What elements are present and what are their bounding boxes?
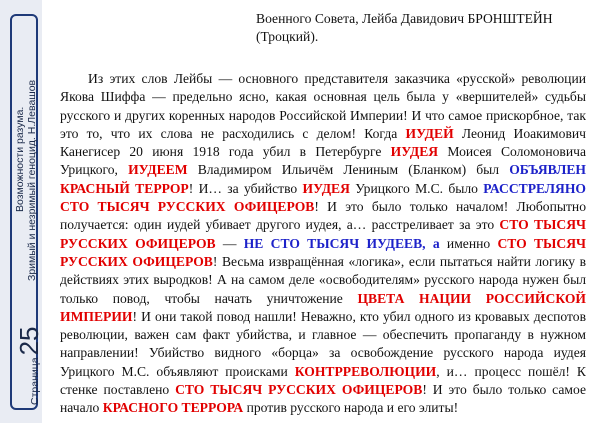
page-label: Страница (29, 357, 41, 405)
page-content (60, 0, 586, 423)
highlight-red: КРАСНЫЙ ТЕРРОР (60, 180, 189, 196)
book-subtitle-line1: Возможности разума. (14, 106, 26, 212)
book-subtitle-line2: Зримый и незримый геноцид. Н.Левашов (26, 79, 38, 281)
text-segment: , и… процесс пошёл! К стенке поставлено (60, 363, 586, 398)
highlight-red: СТО ТЫСЯЧ РУССКИХ ОФИЦЕРОВ (60, 235, 587, 269)
header-line2: (Троцкий). (256, 29, 319, 45)
text-segment: Из этих слов Лейбы — основного представителя заказчика «русской» революции Якова Шиффа — предельно ясно, какая основная цель была у «вершителей» судьбы русского и других коренных народов Российской Империи! И что самое прискорбное, так это то, что их слова не расходились с делом! Когда (60, 71, 586, 141)
highlight-red: СТО ТЫСЯЧ РУССКИХ ОФИЦЕРОВ (60, 217, 586, 251)
highlight-red: ЦВЕТА НАЦИИ РОССИЙСКОЙ ИМПЕРИИ (60, 290, 586, 324)
text-segment: ! И это было только самое начало (60, 382, 586, 416)
highlight-blue: ОБЪЯВЛЕН (509, 162, 586, 178)
text-segment: именно (439, 235, 498, 251)
page-number-block (14, 326, 45, 405)
main-paragraph (60, 70, 586, 418)
highlight-red: КРАСНОГО ТЕРРОРА (102, 400, 244, 416)
text-segment: ! И… за убийство (188, 180, 303, 196)
text-segment: ! И это было только началом! Любопытно получается: один иудей убивает другого иудея, а… расстреливает за это (60, 199, 586, 233)
highlight-blue: РАССТРЕЛЯНО (483, 180, 586, 196)
page-number: 25 (14, 326, 44, 356)
text-segment: — (215, 235, 244, 251)
highlight-red: СТО ТЫСЯЧ РУССКИХ ОФИЦЕРОВ (60, 199, 315, 215)
header-line1: Военного Совета, Лейба Давидович БРОНШТЕЙН (256, 11, 553, 26)
header-text (256, 10, 586, 47)
text-segment: Леонид Иоакимович Канегисер 20 июня 1918 года убил в Петербурге (60, 125, 586, 160)
page-sidebar (0, 0, 42, 423)
text-segment: ! И они такой повод нашли! Неважно, кто убил одного из кровавых деспотов революции, важен сам факт убийства, и главное — обеспечить пропаганду в нужном направлении! Убийство видного «борца» за освобождение русского народа иудея Урицкого М.С. объявляют происками (60, 308, 586, 379)
highlight-blue: НЕ СТО ТЫСЯЧ ИУДЕЕВ, а (243, 235, 440, 251)
body-text (60, 70, 586, 418)
text-segment: против русского народа и его элиты! (243, 400, 459, 416)
highlight-red: ИУДЕЯ (390, 144, 439, 160)
text-segment: Урицкого М.С. было (349, 180, 484, 196)
text-segment: Владимиром Ильичём Лениным (Бланком) был (187, 162, 510, 178)
highlight-red: КОНТРРЕВОЛЮЦИИ (294, 363, 437, 379)
highlight-red: ИУДЕЕМ (128, 162, 188, 178)
text-segment: Моисея Соломоновича Урицкого, (60, 144, 586, 178)
highlight-red: СТО ТЫСЯЧ РУССКИХ ОФИЦЕРОВ (175, 382, 423, 398)
text-segment: ! Весьма извращённая «логика», если пытаться найти логику в действиях этих выродков! А на самом деле «освободителям» русского народа нужен был только повод, чтобы начать уничтожение (60, 253, 586, 306)
highlight-red: ИУДЕЯ (302, 180, 350, 196)
highlight-red: ИУДЕЙ (405, 125, 454, 141)
